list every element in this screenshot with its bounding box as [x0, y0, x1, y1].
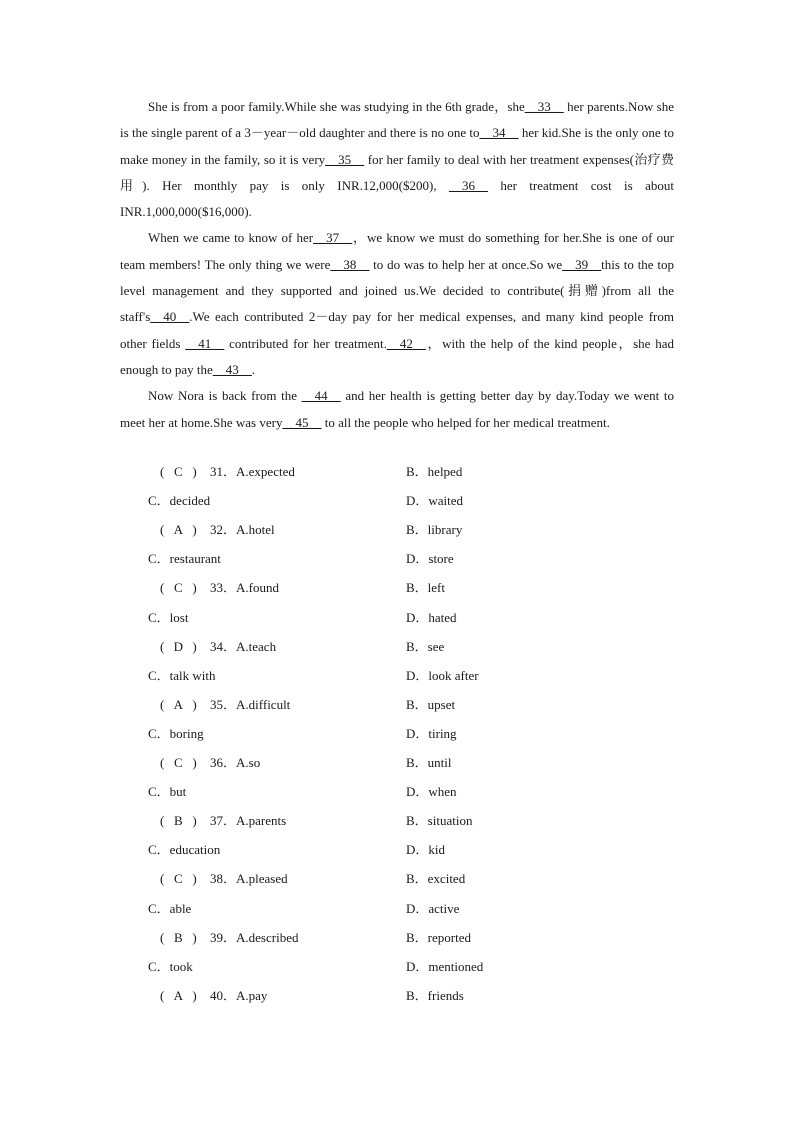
option-d: D．hated [406, 610, 457, 625]
question-number: 34． [210, 639, 237, 654]
passage-text: When we came to know of her [148, 230, 314, 246]
question-number: 38． [210, 871, 237, 886]
answer-choice [160, 577, 210, 599]
answer-blank: __37__ [313, 230, 353, 246]
answer-letter: C [174, 755, 183, 770]
answer-letter: B [174, 813, 183, 828]
option-b: B．excited [406, 871, 466, 886]
paren-open: ( [160, 930, 165, 945]
paren-close: ) [192, 871, 197, 886]
option-a: A.pleased [236, 871, 288, 886]
answer-letter: B [174, 930, 183, 945]
option-c: C．but [148, 784, 187, 799]
option-d: D．mentioned [406, 959, 484, 974]
paren-open: ( [160, 813, 165, 828]
option-b: B．library [406, 522, 463, 537]
question-row [160, 519, 275, 541]
answer-choice [160, 810, 210, 832]
option-c: C．boring [148, 726, 204, 741]
question-number: 39． [210, 930, 237, 945]
answer-choice [160, 519, 210, 541]
option-a: A.pay [236, 988, 268, 1003]
passage-text: She is from a poor family.While she was studying in the 6th grade，she [148, 99, 525, 114]
passage-text: this to the top level management and they supported and joined us.We decided to contribute(捐赠)from all the staff's [120, 256, 675, 325]
option-c: C．talk with [148, 668, 216, 683]
answer-blank: __41__ [185, 335, 225, 351]
answer-choice [160, 752, 210, 774]
answer-blank: __44__ [301, 388, 341, 404]
answer-blank: __39__ [562, 256, 602, 272]
option-d: D．waited [406, 493, 464, 508]
answer-choice [160, 927, 210, 949]
option-a: A.described [236, 930, 299, 945]
question-row [160, 752, 260, 774]
answer-choice [160, 636, 210, 658]
question-row [160, 461, 295, 483]
paren-close: ) [192, 639, 197, 654]
option-c: C．education [148, 842, 221, 857]
answer-choice [160, 461, 210, 483]
answer-blank: __38__ [330, 256, 370, 272]
option-a: A.expected [236, 464, 295, 479]
paren-close: ) [192, 755, 197, 770]
answer-letter: D [173, 639, 184, 654]
option-b: B．situation [406, 813, 473, 828]
question-row [160, 636, 276, 658]
paren-open: ( [160, 871, 165, 886]
question-number: 32． [210, 522, 237, 537]
paren-close: ) [192, 930, 197, 945]
answer-blank: __43__ [212, 361, 252, 377]
paren-close: ) [192, 522, 197, 537]
answer-letter: C [174, 871, 183, 886]
paren-close: ) [192, 697, 197, 712]
paragraph-3 [120, 383, 674, 436]
answer-choice [160, 694, 210, 716]
cloze-passage [120, 94, 674, 436]
answer-letter: A [173, 988, 184, 1003]
option-a: A.found [236, 580, 279, 595]
answer-choice [160, 985, 210, 1007]
answer-letter: C [174, 464, 183, 479]
passage-text: contributed for her treatment. [224, 335, 387, 351]
passage-text: ，we know we must do something for her.She is one of our team members! The only thing we were [120, 230, 674, 272]
question-row [160, 868, 288, 890]
answer-blank: __36__ [448, 177, 488, 193]
question-number: 35． [210, 697, 237, 712]
paren-close: ) [192, 580, 197, 595]
option-c: C．restaurant [148, 551, 221, 566]
option-d: D．kid [406, 842, 446, 857]
passage-text: Now Nora is back from the [148, 388, 302, 404]
option-b: B．see [406, 639, 445, 654]
option-a: A.difficult [236, 697, 291, 712]
paragraph-1 [120, 94, 674, 225]
option-d: D．when [406, 784, 457, 799]
paren-open: ( [160, 988, 165, 1003]
option-c: C．lost [148, 610, 189, 625]
answer-letter: A [173, 522, 184, 537]
option-a: A.hotel [236, 522, 275, 537]
paren-open: ( [160, 697, 165, 712]
passage-text: ，with the help of the kind people，she had enough to pay the [120, 335, 675, 377]
paren-open: ( [160, 639, 165, 654]
question-number: 40． [210, 988, 237, 1003]
option-d: D．look after [406, 668, 479, 683]
option-c: C．decided [148, 493, 211, 508]
answer-blank: __33__ [524, 99, 564, 114]
answer-choice [160, 868, 210, 890]
passage-text: her treatment cost is about INR.1,000,000($16,000). [120, 177, 674, 220]
paren-close: ) [192, 988, 197, 1003]
passage-text: .We each contributed 2－day pay for her medical expenses, and many kind people from other fields [120, 309, 674, 351]
paren-open: ( [160, 755, 165, 770]
question-row [160, 927, 298, 949]
question-number: 36． [210, 755, 237, 770]
option-d: D．active [406, 901, 460, 916]
passage-text: her kid.She is the only one to make money in the family, so it is very [120, 125, 674, 167]
passage-text: and her health is getting better day by day.Today we went to meet her at home.She was very [120, 388, 674, 430]
question-number: 37． [210, 813, 237, 828]
question-row [160, 810, 286, 832]
answer-letter: C [174, 580, 183, 595]
option-b: B．until [406, 755, 452, 770]
passage-text: for her family to deal with her treatment expenses(治疗费用). Her monthly pay is only INR.12,000($200), [120, 151, 675, 193]
question-number: 31． [210, 464, 237, 479]
question-row [160, 577, 279, 599]
answer-blank: __42__ [386, 335, 426, 351]
passage-text: her parents.Now she is the single parent of a 3－year－old daughter and there is no one to [120, 99, 675, 141]
answer-letter: A [173, 697, 184, 712]
option-a: A.parents [236, 813, 287, 828]
option-d: D．tiring [406, 726, 457, 741]
answer-blank: __45__ [282, 414, 322, 430]
question-row [160, 985, 267, 1007]
option-b: B．reported [406, 930, 471, 945]
passage-text: to do was to help her at once.So we [369, 256, 563, 272]
option-c: C．took [148, 959, 193, 974]
answer-blank: __40__ [150, 309, 190, 325]
option-b: B．left [406, 580, 445, 595]
passage-text: . [251, 361, 256, 377]
option-c: C．able [148, 901, 192, 916]
question-row [160, 694, 290, 716]
paren-open: ( [160, 580, 165, 595]
option-b: B．friends [406, 988, 464, 1003]
paren-close: ) [192, 813, 197, 828]
paren-open: ( [160, 464, 165, 479]
option-a: A.so [236, 755, 261, 770]
question-number: 33． [210, 580, 237, 595]
option-d: D．store [406, 551, 454, 566]
option-a: A.teach [236, 639, 277, 654]
paren-open: ( [160, 522, 165, 537]
passage-text: to all the people who helped for her medical treatment. [321, 414, 610, 430]
paragraph-2 [120, 225, 674, 383]
answer-blank: __34__ [479, 125, 519, 141]
paren-close: ) [192, 464, 197, 479]
option-b: B．upset [406, 697, 456, 712]
option-b: B．helped [406, 464, 463, 479]
answer-blank: __35__ [325, 151, 365, 167]
